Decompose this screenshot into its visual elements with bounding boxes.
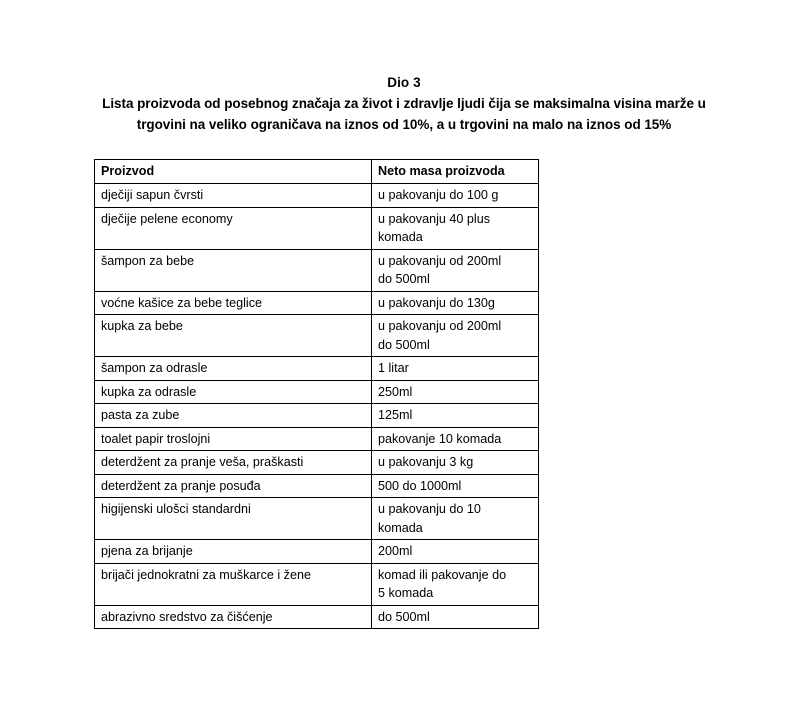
- table-row: [95, 563, 539, 605]
- table-row: [95, 380, 539, 404]
- cell-net-mass-line-1: u pakovanju 40 plus: [378, 211, 491, 226]
- cell-net-mass: [372, 380, 539, 404]
- cell-net-mass: [372, 249, 539, 291]
- document-title-line-1: Lista proizvoda od posebnog značaja za život i zdravlje ljudi čija se maksimalna visina marže u: [102, 96, 706, 111]
- cell-net-mass-line-1: u pakovanju do 130g: [378, 295, 495, 310]
- cell-product: pjena za brijanje: [95, 540, 372, 564]
- cell-product: abrazivno sredstvo za čišćenje: [95, 605, 372, 629]
- cell-product: šampon za bebe: [95, 249, 372, 291]
- cell-net-mass-line-1: 500 do 1000ml: [378, 478, 462, 493]
- cell-product: toalet papir troslojni: [95, 427, 372, 451]
- cell-net-mass-line-1: u pakovanju od 200ml: [378, 319, 502, 333]
- table-body: [95, 184, 539, 629]
- cell-net-mass: [372, 207, 539, 249]
- table-row: [95, 605, 539, 629]
- table-row: [95, 474, 539, 498]
- cell-net-mass-line-1: komad ili pakovanje do: [378, 567, 507, 582]
- cell-net-mass-line-1: 250ml: [378, 384, 413, 399]
- cell-net-mass: [372, 563, 539, 605]
- table-row: [95, 498, 539, 540]
- table-row: [95, 404, 539, 428]
- cell-net-mass-line-1: pakovanje 10 komada: [378, 431, 502, 446]
- cell-net-mass: [372, 498, 539, 540]
- cell-net-mass: [372, 540, 539, 564]
- table-row: [95, 249, 539, 291]
- cell-net-mass-line-2: komada: [378, 520, 423, 535]
- table-row: [95, 427, 539, 451]
- cell-product: brijači jednokratni za muškarce i žene: [95, 563, 372, 605]
- cell-net-mass-line-1: u pakovanju 3 kg: [378, 455, 474, 469]
- table-row: [95, 540, 539, 564]
- cell-net-mass-line-1: u pakovanju do 100 g: [378, 188, 499, 202]
- document-heading: [84, 72, 724, 135]
- cell-net-mass-line-1: 200ml: [378, 544, 413, 558]
- cell-product: kupka za odrasle: [95, 380, 372, 404]
- table-header-row: [95, 160, 539, 184]
- table-row: [95, 357, 539, 381]
- column-header-net-mass: Neto masa proizvoda: [372, 160, 539, 184]
- cell-net-mass: [372, 357, 539, 381]
- cell-product: higijenski ulošci standardni: [95, 498, 372, 540]
- cell-net-mass: [372, 474, 539, 498]
- cell-net-mass-line-1: u pakovanju od 200ml: [378, 253, 502, 268]
- cell-net-mass-line-1: 125ml: [378, 408, 413, 422]
- table-row: [95, 207, 539, 249]
- cell-net-mass-line-2: do 500ml: [378, 337, 430, 352]
- table-row: [95, 451, 539, 475]
- document-title-line-2: trgovini na veliko ograničava na iznos od 10%, a u trgovini na malo na iznos od 15%: [136, 117, 672, 132]
- cell-net-mass: [372, 291, 539, 315]
- cell-net-mass: [372, 315, 539, 357]
- cell-net-mass: [372, 427, 539, 451]
- table-row: [95, 184, 539, 208]
- cell-net-mass-line-2: 5 komada: [378, 586, 434, 600]
- cell-product: dječiji sapun čvrsti: [95, 184, 372, 208]
- cell-product: dječije pelene economy: [95, 207, 372, 249]
- cell-product: deterdžent za pranje veša, praškasti: [95, 451, 372, 475]
- cell-product: deterdžent za pranje posuđa: [95, 474, 372, 498]
- cell-net-mass-line-2: do 500ml: [378, 272, 430, 286]
- cell-net-mass: [372, 605, 539, 629]
- cell-product: pasta za zube: [95, 404, 372, 428]
- table-row: [95, 291, 539, 315]
- cell-net-mass-line-1: u pakovanju do 10: [378, 502, 481, 516]
- table-row: [95, 315, 539, 357]
- cell-product: voćne kašice za bebe teglice: [95, 291, 372, 315]
- cell-product: šampon za odrasle: [95, 357, 372, 381]
- cell-net-mass-line-2: komada: [378, 230, 423, 244]
- cell-net-mass-line-1: do 500ml: [378, 609, 430, 624]
- part-label: Dio 3: [387, 75, 421, 90]
- cell-net-mass: [372, 451, 539, 475]
- cell-net-mass: [372, 184, 539, 208]
- cell-net-mass-line-1: 1 litar: [378, 361, 409, 375]
- cell-net-mass: [372, 404, 539, 428]
- product-price-margin-table: [94, 159, 539, 629]
- column-header-product: Proizvod: [95, 160, 372, 184]
- cell-product: kupka za bebe: [95, 315, 372, 357]
